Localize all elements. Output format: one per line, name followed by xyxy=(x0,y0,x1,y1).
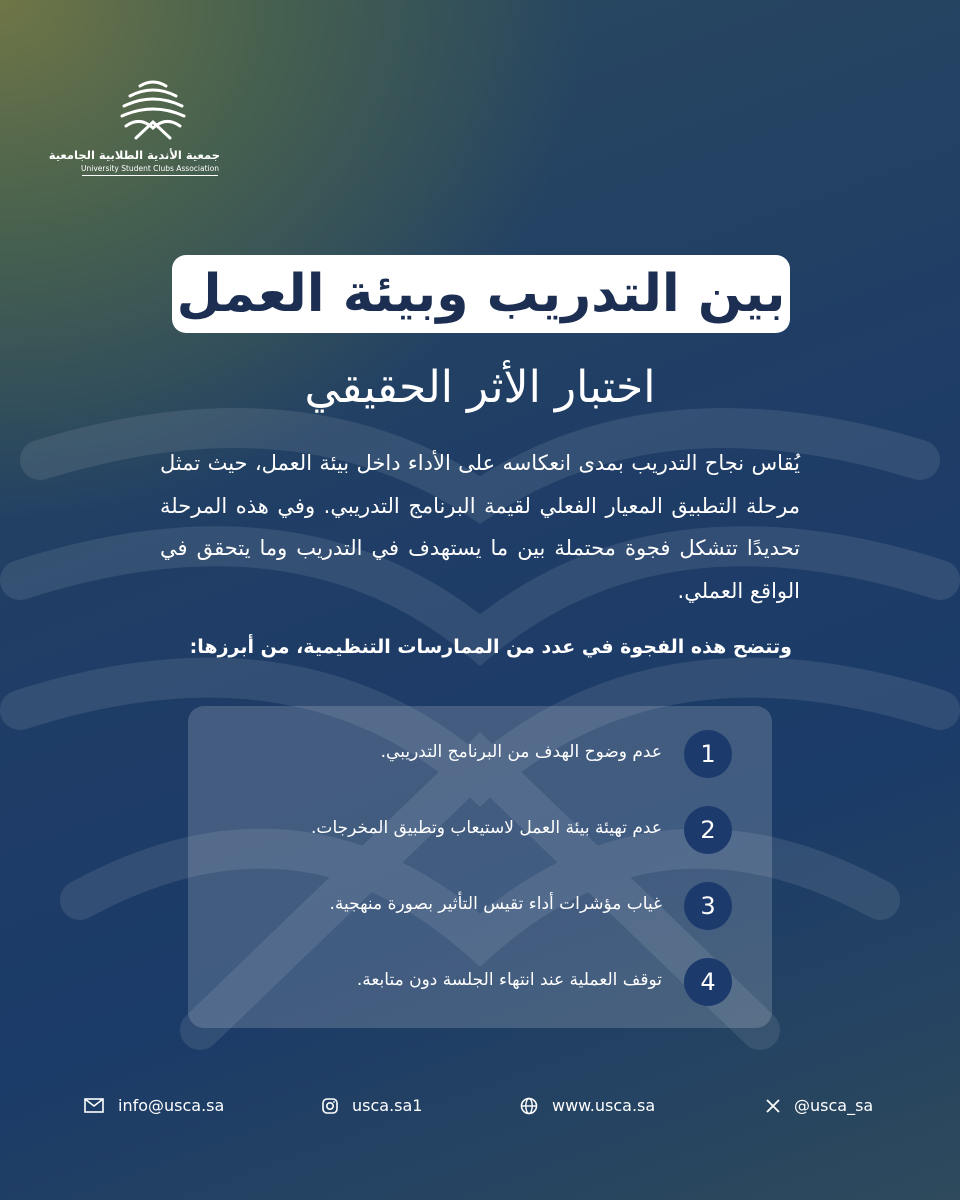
list-item xyxy=(188,958,772,1008)
footer-website[interactable] xyxy=(520,1096,655,1115)
instagram-icon xyxy=(322,1098,338,1114)
x-handle-text[interactable]: @usca_sa xyxy=(794,1096,874,1115)
item-number-badge: 3 xyxy=(684,882,732,930)
contact-footer xyxy=(0,1096,960,1126)
footer-x[interactable] xyxy=(766,1096,873,1115)
email-text[interactable]: info@usca.sa xyxy=(118,1096,225,1115)
page-subtitle: اختبار الأثر الحقيقي xyxy=(304,362,656,413)
gaps-list xyxy=(188,706,772,1028)
item-number-badge: 2 xyxy=(684,806,732,854)
instagram-text[interactable]: usca.sa1 xyxy=(352,1096,423,1115)
list-item xyxy=(188,730,772,780)
item-text: عدم تهيئة بيئة العمل لاستيعاب وتطبيق المخرجات. xyxy=(311,818,662,838)
item-text: عدم وضوح الهدف من البرنامج التدريبي. xyxy=(380,742,662,762)
footer-email[interactable] xyxy=(84,1096,224,1115)
logo-arabic-name: جمعية الأندية الطلابية الجامعية xyxy=(48,148,220,162)
footer-instagram[interactable] xyxy=(322,1096,422,1115)
mail-icon xyxy=(84,1098,104,1113)
website-text[interactable]: www.usca.sa xyxy=(552,1096,656,1115)
list-item xyxy=(188,806,772,856)
association-logo xyxy=(48,78,225,188)
intro-text: يُقاس نجاح التدريب بمدى انعكاسه على الأداء داخل بيئة العمل، حيث تمثل مرحلة التطبيق المعيار الفعلي لقيمة البرنامج التدريبي. وفي هذه المرحلة تحديدًا تتشكل فجوة محتملة بين ما يستهدف في التدريب وما يتحقق في الواقع العملي. xyxy=(160,451,800,603)
list-lead-text: وتتضح هذه الفجوة في عدد من الممارسات التنظيمية، من أبرزها: xyxy=(189,636,792,658)
item-number-badge: 1 xyxy=(684,730,732,778)
title-banner xyxy=(172,255,790,333)
book-tree-icon xyxy=(118,78,188,142)
x-logo-icon xyxy=(766,1099,780,1113)
item-number-badge: 4 xyxy=(684,958,732,1006)
globe-icon xyxy=(520,1097,538,1115)
page-title: بين التدريب وبيئة العمل xyxy=(176,264,786,324)
list-item xyxy=(188,882,772,932)
item-text: توقف العملية عند انتهاء الجلسة دون متابعة. xyxy=(356,970,662,990)
item-text: غياب مؤشرات أداء تقيس التأثير بصورة منهجية. xyxy=(329,894,662,914)
logo-divider xyxy=(82,175,218,176)
logo-english-name: University Student Clubs Association xyxy=(81,164,219,173)
intro-paragraph xyxy=(160,442,800,612)
